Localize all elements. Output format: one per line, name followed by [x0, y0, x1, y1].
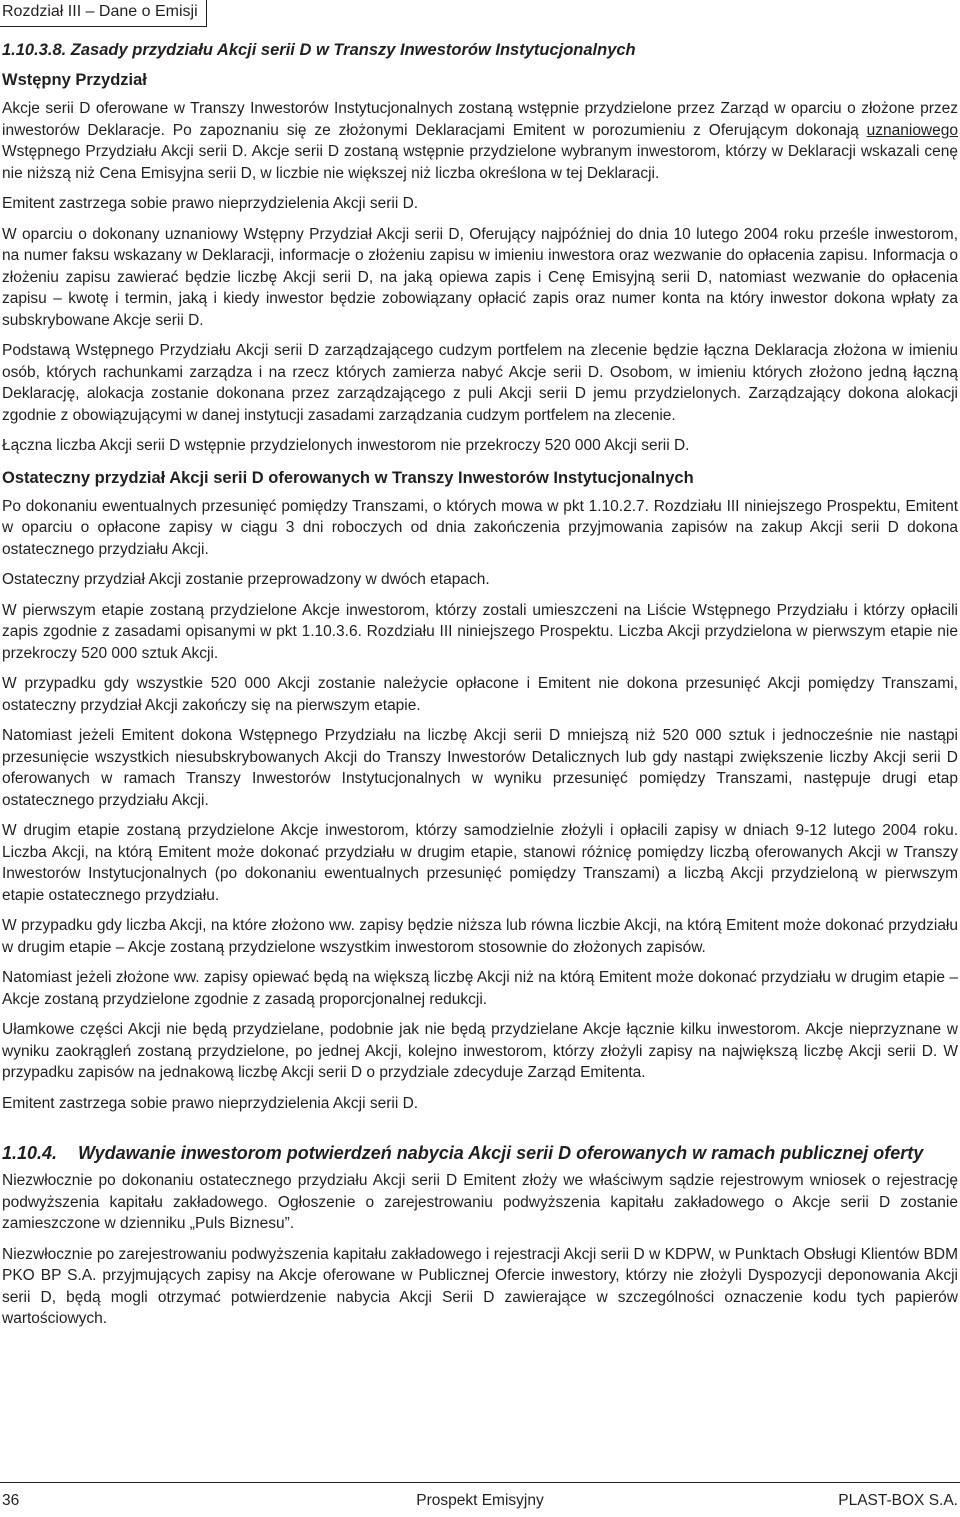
paragraph: Po dokonaniu ewentualnych przesunięć pomiędzy Transzami, o których mowa w pkt 1.10.2.7. Rozdziału III niniejszego Prospektu, Emitent w oparciu o opłacone zapisy w ciągu 3 dni roboczych od dnia zakończenia przyjmowania zapisów na zakup Akcji serii D dokona ostatecznego przydziału Akcji.	[2, 497, 958, 558]
paragraph: Niezwłocznie po dokonaniu ostatecznego przydziału Akcji serii D Emitent złoży we właściwym sądzie rejestrowym wniosek o rejestrację podwyższenia kapitału zakładowego. Ogłoszenie o zarejestrowaniu podwyższenia kapitału zakładowego o Akcje serii D zostanie zamieszczone w dzienniku „Puls Biznesu”.	[2, 1172, 958, 1232]
section-heading-1-10-4	[2, 1142, 958, 1164]
paragraph	[2, 98, 958, 184]
paragraph: Ułamkowe części Akcji nie będą przydzielane, podobnie jak nie będą przydzielane Akcje łącznie kilku inwestorom. Akcje nieprzyznane w wyniku zaokrągleń zostaną przydzielone, po jednej Akcji, kolejno inwestorom, którzy złożyli zapisy na największą liczbę Akcji serii D. W przypadku zapisów na jednakową liczbę Akcji serii D o przydziale zdecyduje Zarząd Emitenta.	[2, 1021, 958, 1081]
footer-publication: Prospekt Emisyjny	[416, 1492, 544, 1509]
section-number: 1.10.4.	[2, 1143, 58, 1163]
paragraph: Emitent zastrzega sobie prawo nieprzydzielenia Akcji serii D.	[2, 195, 419, 212]
paragraph: Ostateczny przydział Akcji zostanie przeprowadzony w dwóch etapach.	[2, 571, 490, 588]
section-heading-text: Wydawanie inwestorom potwierdzeń nabycia Akcji serii D oferowanych w ramach publicznej oferty	[78, 1143, 924, 1163]
paragraph: Podstawą Wstępnego Przydziału Akcji serii D zarządzającego cudzym portfelem na zlecenie będzie łączna Deklaracja złożona w imieniu osób, których rachunkami zarządza i na rzecz których zamierza nabyć Akcje serii D. Osobom, w imieniu których złożono jedną łączną Deklarację, alokacja zostanie dokonana przez zarządzającego z puli Akcji serii D jemu przydzielonych. Zarządzający dokona alokacji zgodnie z obowiązującymi w danej instytucji zasadami zarządzania cudzym portfelem na zlecenie.	[2, 342, 958, 424]
subheading-wstepny-przydzial: Wstępny Przydział	[2, 71, 147, 89]
paragraph: Łączna liczba Akcji serii D wstępnie przydzielonych inwestorom nie przekroczy 520 000 Akcji serii D.	[2, 437, 690, 454]
paragraph: Natomiast jeżeli Emitent dokona Wstępnego Przydziału na liczbę Akcji serii D mniejszą niż 520 000 sztuk i jednocześnie nie nastąpi przesunięcie wszystkich niesubskrybowanych Akcji do Transzy Inwestorów Detalicznych lub gdy nastąpi zwiększenie liczby Akcji serii D oferowanych w ramach Transzy Inwestorów Instytucjonalnych w wyniku przesunięć pomiędzy Transzami, następuje drugi etap ostatecznego przydziału Akcji.	[2, 727, 958, 809]
page-footer	[0, 1482, 960, 1517]
paragraph: W przypadku gdy liczba Akcji, na które złożono ww. zapisy będzie niższa lub równa liczbie Akcji, na którą Emitent może dokonać przydziału w drugim etapie – Akcje zostaną przydzielone wszystkim inwestorom stosownie do złożonych zapisów.	[2, 917, 958, 956]
paragraph: W przypadku gdy wszystkie 520 000 Akcji zostanie należycie opłacone i Emitent nie dokona przesunięć Akcji pomiędzy Transzami, ostateczny przydział Akcji zakończy się na pierwszym etapie.	[2, 675, 958, 714]
running-header: Rozdział III – Dane o Emisji	[0, 0, 207, 27]
page-number: 36	[2, 1492, 20, 1509]
paragraph: W drugim etapie zostaną przydzielone Akcje inwestorom, którzy samodzielnie złożyli i opłacili zapisy w dniach 9-12 lutego 2004 roku. Liczba Akcji, na którą Emitent może dokonać przydziału w drugim etapie, stanowi różnicę pomiędzy liczbą oferowanych Akcji w Transzy Inwestorów Instytucjonalnych (po dokonaniu ewentualnych przesunięć pomiędzy Transzami) a liczbą Akcji przydzieloną w pierwszym etapie ostatecznego przydziału.	[2, 822, 958, 904]
footer-company: PLAST-BOX S.A.	[838, 1492, 958, 1509]
text-run: Wstępnego Przydziału Akcji serii D. Akcje serii D zostaną wstępnie przydzielone wybranym inwestorom, którzy w Deklaracji wskazali cenę nie niższą niż Cena Emisyjna serii D, w liczbie nie większej niż liczba określona w tej Deklaracji.	[2, 143, 958, 182]
paragraph: W oparciu o dokonany uznaniowy Wstępny Przydział Akcji serii D, Oferujący najpóźniej do dnia 10 lutego 2004 roku prześle inwestorom, na numer faksu wskazany w Deklaracji, informacje o złożeniu zapisu w imieniu inwestora oraz wezwanie do opłacenia zapisu. Informacja o złożeniu zapisu zawierać będzie liczbę Akcji serii D, na jaką opiewa zapis i Cenę Emisyjną serii D, natomiast wezwanie do opłacenia zapisu – kwotę i termin, jaką i kiedy inwestor będzie zobowiązany opłacić zapis oraz numer konta na który inwestor dokona wpłaty za subskrybowane Akcje serii D.	[2, 225, 958, 329]
main-content	[2, 38, 958, 1339]
subheading-ostateczny-przydzial: Ostateczny przydział Akcji serii D oferowanych w Transzy Inwestorów Instytucjonalnych	[2, 468, 694, 487]
section-title: 1.10.3.8. Zasady przydziału Akcji serii D w Transzy Inwestorów Instytucjonalnych	[2, 41, 636, 59]
underlined-text: uznaniowego	[866, 121, 958, 139]
paragraph: Emitent zastrzega sobie prawo nieprzydzielenia Akcji serii D.	[2, 1094, 419, 1112]
paragraph: Natomiast jeżeli złożone ww. zapisy opiewać będą na większą liczbę Akcji niż na którą Emitent może dokonać przydziału w drugim etapie – Akcje zostaną przydzielone zgodnie z zasadą proporcjonalnej redukcji.	[2, 969, 958, 1008]
text-run: Akcje serii D oferowane w Transzy Inwestorów Instytucjonalnych zostaną wstępnie przydzielone przez Zarząd w oparciu o złożone przez inwestorów Deklaracje. Po zapoznaniu się ze złożonymi Deklaracjami Emitent w porozumieniu z Oferującym dokonają	[2, 100, 958, 139]
paragraph: W pierwszym etapie zostaną przydzielone Akcje inwestorom, którzy zostali umieszczeni na Liście Wstępnego Przydziału i którzy opłacili zapis zgodnie z zasadami opisanymi w pkt 1.10.3.6. Rozdziału III niniejszego Prospektu. Liczba Akcji przydzielona w pierwszym etapie nie przekroczy 520 000 sztuk Akcji.	[2, 601, 958, 662]
paragraph: Niezwłocznie po zarejestrowaniu podwyższenia kapitału zakładowego i rejestracji Akcji serii D w KDPW, w Punktach Obsługi Klientów BDM PKO BP S.A. przyjmujących zapisy na Akcje oferowane w Publicznej Ofercie inwestory, którzy nie złożyli Dyspozycji deponowania Akcji serii D, będą mogli otrzymać potwierdzenie nabycia Akcji Serii D zawierające w szczególności oznaczenie kodu tych papierów wartościowych.	[2, 1245, 958, 1327]
